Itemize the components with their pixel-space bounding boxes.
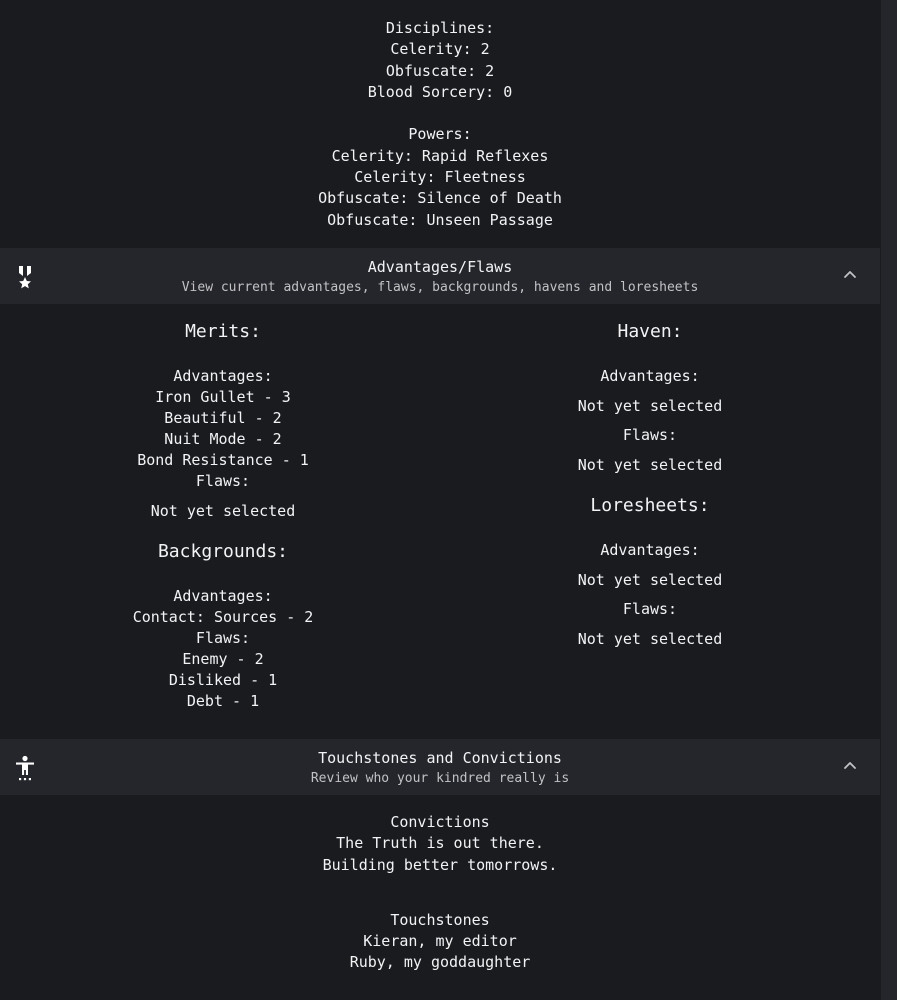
touchstones-subtitle: Review who your kindred really is (310, 771, 570, 786)
loresheets-advantages-label: Advantages: (600, 541, 700, 559)
merit-item: Nuit Mode - 2 (164, 430, 282, 448)
powers-heading: Powers: (408, 125, 472, 144)
background-flaw-item: Enemy - 2 (182, 650, 264, 668)
touchstones-title: Touchstones and Convictions (318, 749, 562, 767)
loresheets-flaws-label: Flaws: (622, 600, 678, 618)
scrollbar[interactable] (881, 0, 897, 1000)
chevron-up-icon[interactable] (842, 757, 858, 773)
advantages-title: Advantages/Flaws (367, 258, 513, 276)
conviction-item: The Truth is out there. (336, 834, 544, 853)
merit-item: Bond Resistance - 1 (137, 451, 309, 469)
touchstones-heading: Touchstones (390, 910, 490, 929)
discipline-item: Obfuscate: 2 (385, 61, 495, 80)
advantages-panel (0, 304, 880, 739)
loresheets-advantages-empty: Not yet selected (577, 571, 723, 589)
disciplines-heading: Disciplines: (385, 19, 495, 37)
merits-advantages-label: Advantages: (173, 367, 273, 385)
power-item: Celerity: Fleetness (354, 168, 526, 187)
discipline-item: Celerity: 2 (390, 40, 490, 59)
haven-advantages-label: Advantages: (600, 367, 700, 385)
backgrounds-advantages-label: Advantages: (173, 587, 273, 605)
haven-advantages-empty: Not yet selected (577, 397, 723, 415)
touchstone-item: Ruby, my goddaughter (349, 953, 531, 972)
backgrounds-flaws-label: Flaws: (195, 629, 251, 647)
left-column (3, 318, 443, 712)
right-column (430, 318, 870, 658)
background-flaw-item: Debt - 1 (186, 692, 260, 710)
conviction-item: Building better tomorrows. (322, 855, 558, 874)
merits-flaws-empty: Not yet selected (150, 502, 296, 520)
loresheets-flaws-empty: Not yet selected (577, 630, 723, 648)
merit-item: Beautiful - 2 (164, 409, 282, 427)
background-item: Contact: Sources - 2 (132, 608, 314, 626)
background-flaw-item: Disliked - 1 (168, 671, 278, 689)
merits-flaws-label: Flaws: (195, 472, 251, 490)
power-item: Obfuscate: Unseen Passage (327, 210, 553, 229)
touchstone-item: Kieran, my editor (363, 932, 517, 951)
medal-icon (14, 264, 36, 290)
backgrounds-heading: Backgrounds: (157, 541, 289, 562)
touchstones-accordion-header[interactable] (0, 739, 880, 795)
haven-flaws-label: Flaws: (622, 426, 678, 444)
chevron-up-icon[interactable] (842, 266, 858, 282)
power-item: Celerity: Rapid Reflexes (331, 146, 549, 165)
discipline-item: Blood Sorcery: 0 (367, 82, 513, 101)
advantages-subtitle: View current advantages, flaws, backgrounds, havens and loresheets (181, 280, 699, 295)
convictions-heading: Convictions (390, 813, 490, 831)
advantages-accordion-header[interactable] (0, 248, 880, 304)
haven-flaws-empty: Not yet selected (577, 456, 723, 474)
haven-heading: Haven: (617, 321, 683, 342)
touchstones-panel (0, 795, 880, 991)
merits-heading: Merits: (185, 321, 261, 342)
merit-item: Iron Gullet - 3 (155, 388, 291, 406)
disciplines-panel (0, 0, 880, 248)
spacer (0, 103, 880, 124)
loresheets-heading: Loresheets: (590, 495, 710, 516)
power-item: Obfuscate: Silence of Death (318, 189, 562, 208)
accessibility-icon (14, 755, 36, 781)
